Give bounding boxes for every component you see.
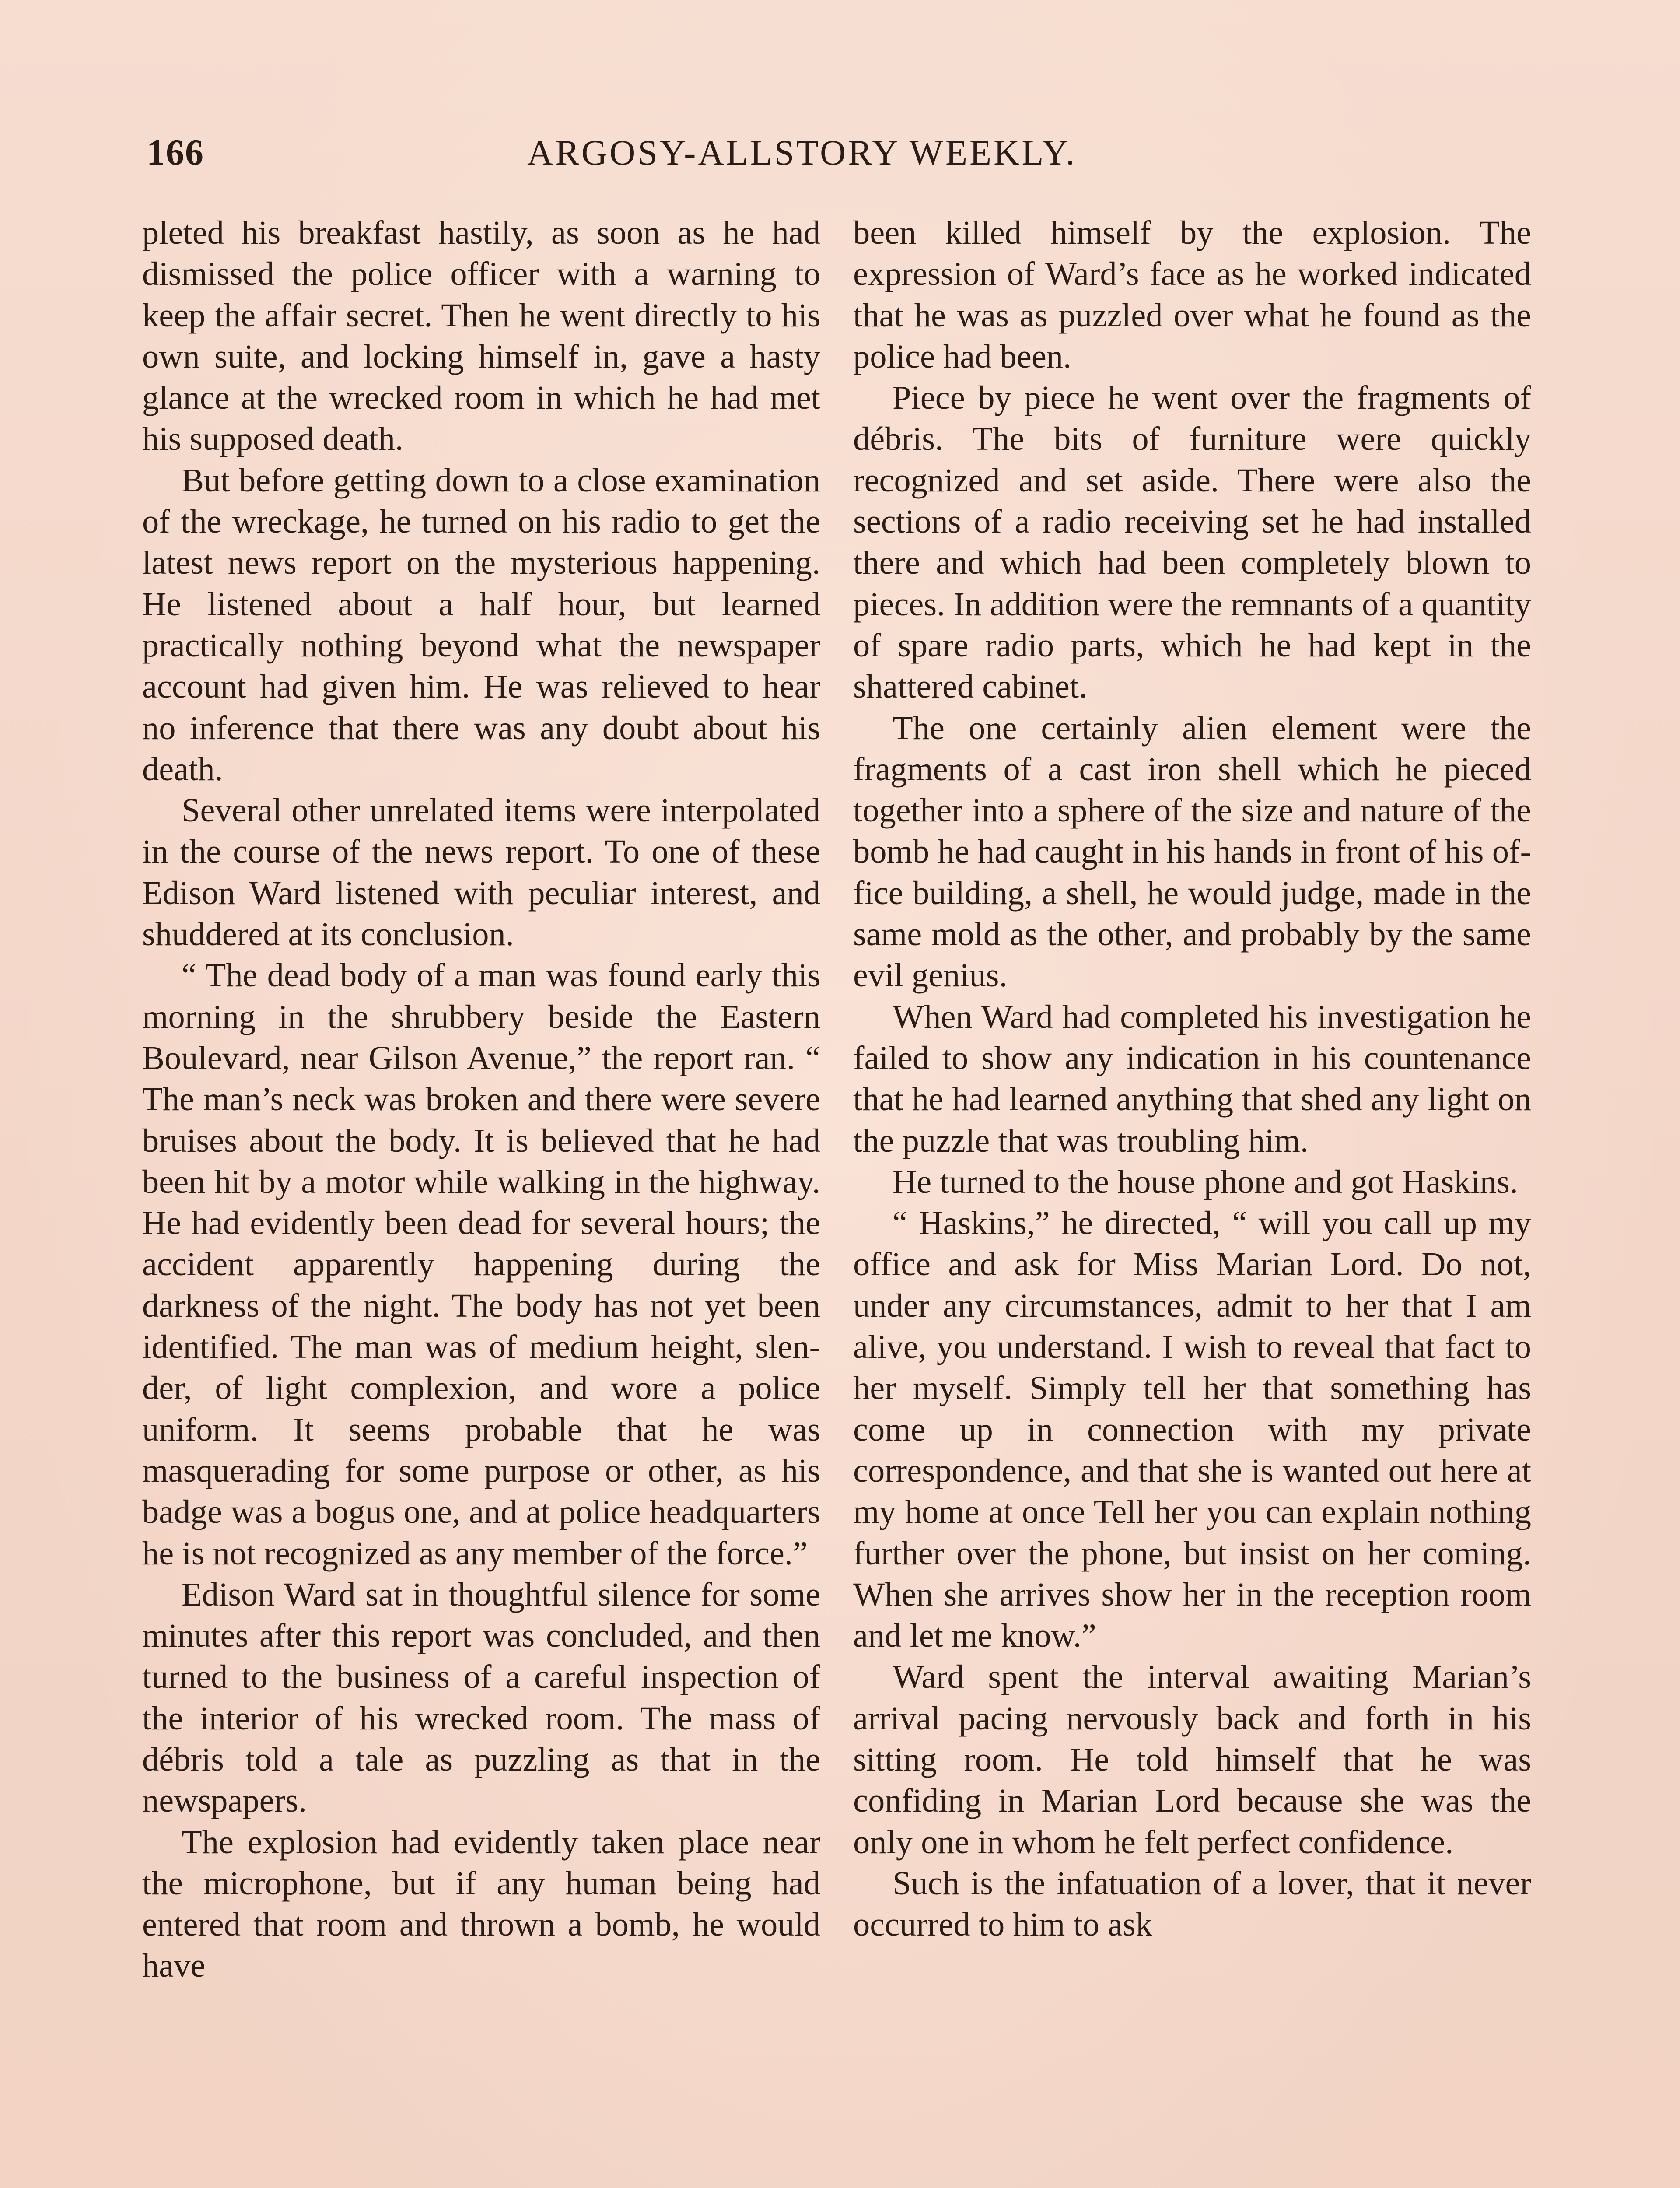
paragraph: When Ward had completed his investigation he failed to show any indication in his countenance that he had learned anything that shed any light on the puzzle that was troubling him. (853, 998, 1531, 1159)
running-title: ARGOSY-ALLSTORY WEEKLY. (527, 133, 1077, 172)
paragraph: “ Haskins,” he directed, “ will you call up my office and ask for Miss Marian Lord. Do not, under any circumstances, admit to her that I am alive, you understand. I wish to reveal that fact to her myself. Simply tell her that something has come up in connection with my private correspondence, and that she is wanted out here at my home at once Tell her you can explain nothing further over the phone, but insist on her coming. When she arrives show her in the reception room and let me know.” (853, 1204, 1531, 1655)
paragraph: Piece by piece he went over the fragments of débris. The bits of furniture were quickly recognized and set aside. There were also the sections of a radio receiving set he had installed there and which had been completely blown to pieces. In addition were the remnants of a quantity of spare radio parts, which he had kept in the shattered cabinet. (853, 379, 1531, 705)
page-number: 166 (147, 132, 204, 173)
left-column (142, 212, 820, 1987)
paragraph: Edison Ward sat in thoughtful silence for some minutes after this report was concluded, and then turned to the business of a careful inspection of the interior of his wrecked room. The mass of débris told a tale as puzzling as that in the newspapers. (142, 1575, 820, 1820)
paragraph: Several other unrelated items were interpolated in the course of the news report. To one of these Edison Ward listened with peculiar interest, and shuddered at its conclusion. (142, 792, 820, 953)
paragraph: Ward spent the interval awaiting Marian’s arrival pacing nervously back and forth in his sitting room. He told himself that he was confiding in Marian Lord because she was the only one in whom he felt perfect confidence. (853, 1658, 1531, 1861)
paragraph: He turned to the house phone and got Haskins. (892, 1163, 1518, 1200)
paragraph: Such is the infatuation of a lover, that it never occurred to him to ask (853, 1864, 1531, 1943)
paragraph: But before getting down to a close examination of the wreckage, he turned on his radio to get the latest news report on the mysterious happening. He listened about a half hour, but learned practically nothing beyond what the newspaper account had given him. He was relieved to hear no inference that there was any doubt about his death. (142, 461, 820, 788)
right-column (853, 212, 1531, 1945)
paragraph: pleted his breakfast hastily, as soon as he had dismissed the police officer with a warning to keep the affair secret. Then he went directly to his own suite, and locking himself in, gave a hasty glance at the wrecked room in which he had met his supposed death. (142, 214, 820, 458)
paragraph: The explosion had evidently taken place near the microphone, but if any human being had entered that room and thrown a bomb, he would have (142, 1823, 820, 1985)
paragraph: been killed himself by the explosion. The expression of Ward’s face as he worked indicated that he was as puzzled over what he found as the police had been. (853, 214, 1531, 375)
paragraph: “ The dead body of a man was found early this morning in the shrubbery beside the Eastern Boulevard, near Gilson Avenue,” the report ran. “ The man’s neck was broken and there were severe bruises about the body. It is believed that he had been hit by a motor while walking in the highway. He had evidently been dead for several hours; the accident apparently happening during the darkness of the night. The body has not yet been identified. The man was of medium height, slender, of light complexion, and wore a police uniform. It seems probable that he was masquerading for some purpose or other, as his badge was a bogus one, and at police headquarters he is not recognized as any member of the force.” (142, 957, 820, 1572)
page-header (147, 131, 1533, 179)
paragraph: The one certainly alien element were the fragments of a cast iron shell which he pieced together into a sphere of the size and nature of the bomb he had caught in his hands in front of his office building, a shell, he would judge, made in the same mold as the other, and probably by the same evil genius. (853, 709, 1531, 994)
